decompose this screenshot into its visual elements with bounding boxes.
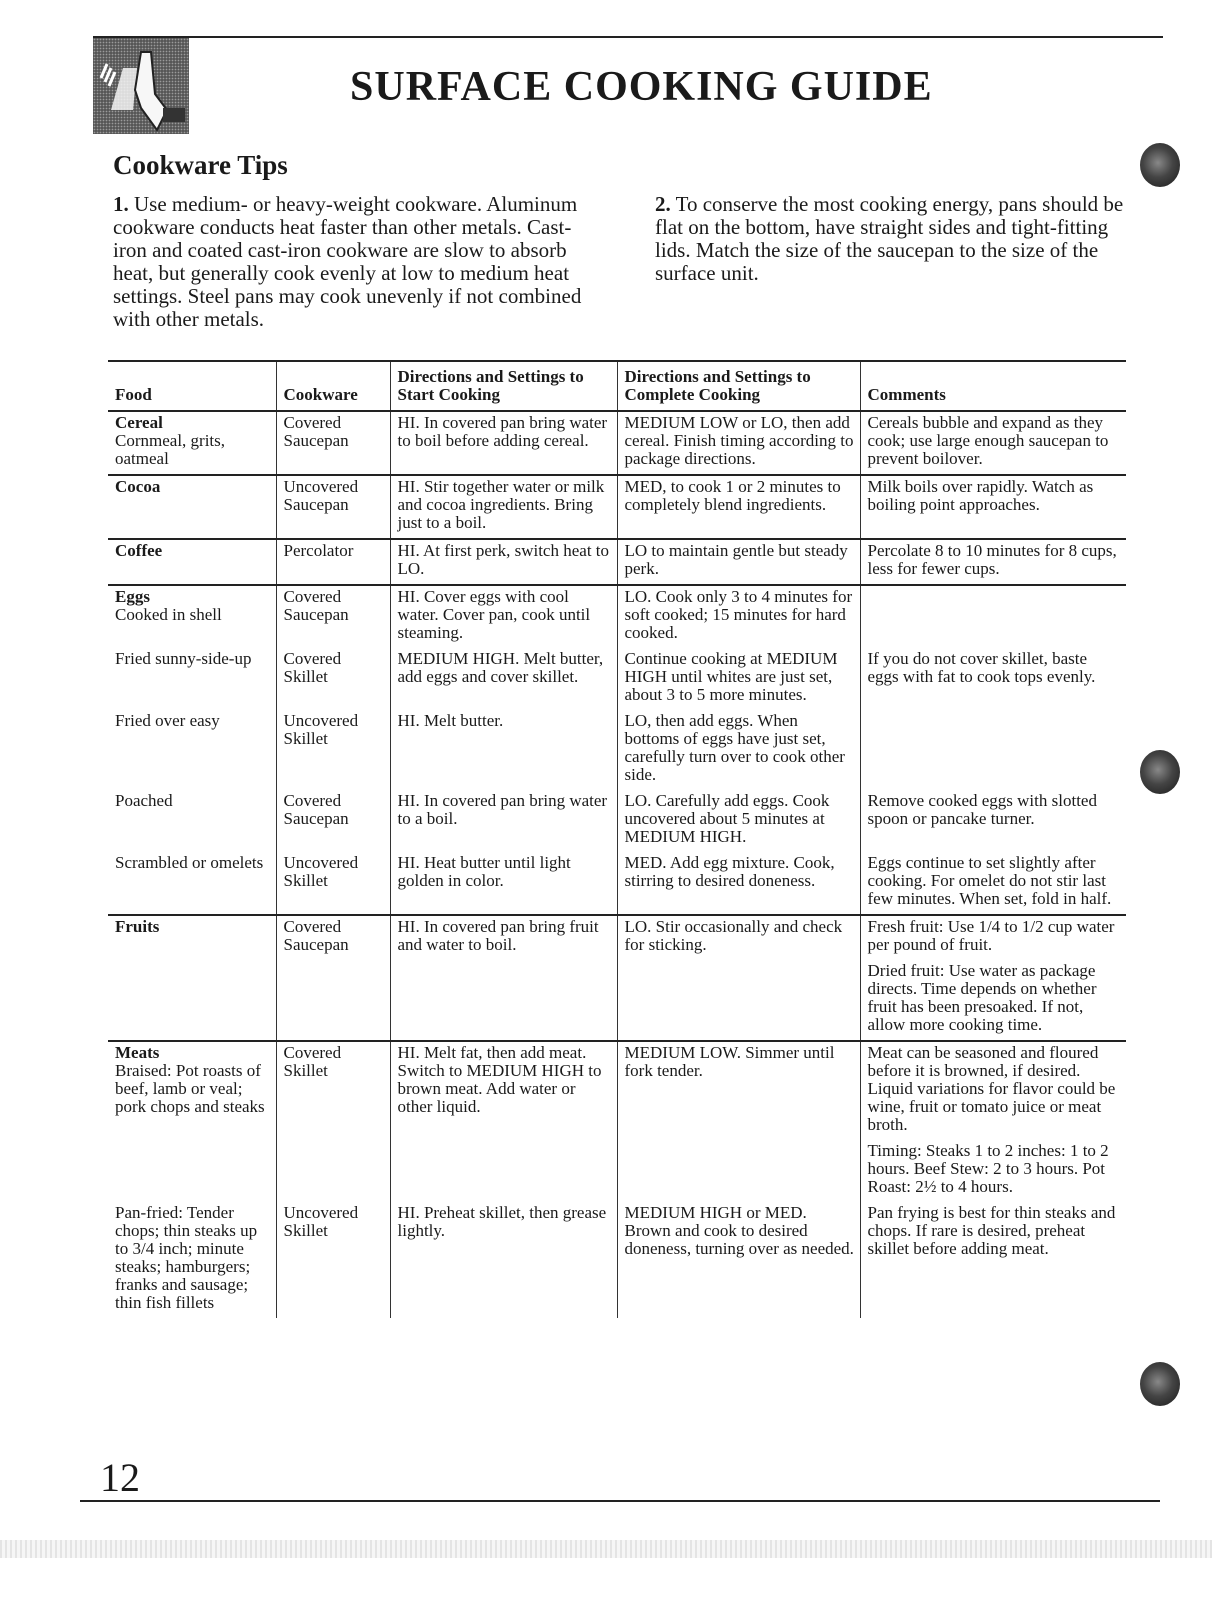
cookware-cell: Covered Skillet xyxy=(276,648,390,710)
table-header-row xyxy=(108,361,1126,411)
comments-cell: Percolate 8 to 10 minutes for 8 cups, less for fewer cups. xyxy=(860,539,1126,585)
comments-cell: Remove cooked eggs with slotted spoon or pancake turner. xyxy=(860,790,1126,852)
start-cell: MEDIUM HIGH. Melt butter, add eggs and cover skillet. xyxy=(390,648,617,710)
start-cell: HI. Heat butter until light golden in color. xyxy=(390,852,617,915)
scan-artifact-strip xyxy=(0,1540,1212,1558)
food-item: Pan-fried: Tender chops; thin steaks up to 3/4 inch; minute steaks; hamburgers; franks and sausage; thin fish fillets xyxy=(115,1203,258,1312)
complete-cell: LO, then add eggs. When bottoms of eggs have just set, carefully turn over to cook other side. xyxy=(617,710,860,790)
hand-on-burner-icon xyxy=(93,38,189,134)
food-cell xyxy=(108,585,276,648)
comments-cell: Eggs continue to set slightly after cooking. For omelet do not stir last few minutes. When set, fold in half. xyxy=(860,852,1126,915)
start-cell: HI. Cover eggs with cool water. Cover pan, cook until steaming. xyxy=(390,585,617,648)
complete-cell: LO to maintain gentle but steady perk. xyxy=(617,539,860,585)
comment-note: Dried fruit: Use water as package directs. Time depends on whether fruit has been presoaked. If not, allow more cooking time. xyxy=(867,961,1097,1034)
tip-text: To conserve the most cooking energy, pans should be flat on the bottom, have straight sides and tight-fitting lids. Match the size of the saucepan to the size of the surface unit. xyxy=(655,192,1124,285)
complete-cell: LO. Cook only 3 to 4 minutes for soft cooked; 15 minutes for hard cooked. xyxy=(617,585,860,648)
comments-cell: Milk boils over rapidly. Watch as boiling point approaches. xyxy=(860,475,1126,539)
cookware-cell: Covered Saucepan xyxy=(276,411,390,475)
start-cell: HI. Melt butter. xyxy=(390,710,617,790)
start-cell: HI. In covered pan bring fruit and water to boil. xyxy=(390,915,617,1041)
start-cell: HI. In covered pan bring water to boil before adding cereal. xyxy=(390,411,617,475)
column-header-comments: Comments xyxy=(860,361,1126,411)
cookware-cell: Uncovered Skillet xyxy=(276,710,390,790)
food-cell xyxy=(108,411,276,475)
complete-cell: MEDIUM HIGH or MED. Brown and cook to desired doneness, turning over as needed. xyxy=(617,1202,860,1318)
food-item: Fried over easy xyxy=(115,711,220,730)
cookware-cell: Covered Skillet xyxy=(276,1041,390,1202)
tip-number: 2. xyxy=(655,192,671,216)
bottom-rule xyxy=(80,1500,1160,1502)
start-cell: HI. Preheat skillet, then grease lightly. xyxy=(390,1202,617,1318)
table-row xyxy=(108,475,1126,539)
food-item: Fried sunny-side-up xyxy=(115,649,252,668)
start-cell: HI. In covered pan bring water to a boil. xyxy=(390,790,617,852)
food-category: Meats xyxy=(115,1043,160,1062)
table-row xyxy=(108,585,1126,648)
page-number: 12 xyxy=(100,1455,140,1500)
cookware-tip-1 xyxy=(113,193,593,331)
food-cell xyxy=(108,475,276,539)
food-item: Cornmeal, grits, oatmeal xyxy=(115,431,226,468)
binding-hole-icon xyxy=(1140,1362,1180,1406)
food-cell xyxy=(108,1041,276,1202)
column-header-cookware: Cookware xyxy=(276,361,390,411)
start-cell: HI. At first perk, switch heat to LO. xyxy=(390,539,617,585)
comment-note: Timing: Steaks 1 to 2 inches: 1 to 2 hours. Beef Stew: 2 to 3 hours. Pot Roast: 2½ to 4 hours. xyxy=(867,1141,1109,1196)
food-item: Scrambled or omelets xyxy=(108,852,276,915)
food-item: Cooked in shell xyxy=(115,605,222,624)
tip-text: Use medium- or heavy-weight cookware. Aluminum cookware conducts heat faster than other metals. Cast-iron and coated cast-iron cookware are slow to absorb heat, but generally cook evenly at low to medium heat settings. Steel pans may cook unevenly if not combined with other metals. xyxy=(113,192,582,331)
comments-cell: If you do not cover skillet, baste eggs with fat to cook tops evenly. xyxy=(860,648,1126,710)
comments-cell xyxy=(860,710,1126,790)
column-header-start: Directions and Settings to Start Cooking xyxy=(390,361,617,411)
table-row xyxy=(108,915,1126,1041)
comment-note: Fresh fruit: Use 1/4 to 1/2 cup water per pound of fruit. xyxy=(867,917,1115,954)
table-row xyxy=(108,1041,1126,1202)
food-category: Coffee xyxy=(115,541,163,560)
binding-hole-icon xyxy=(1140,143,1180,187)
comments-cell xyxy=(860,585,1126,648)
cookware-tip-2 xyxy=(655,193,1145,285)
table-row xyxy=(108,790,1126,852)
cookware-cell: Covered Saucepan xyxy=(276,585,390,648)
food-cell xyxy=(108,915,276,1041)
table-row xyxy=(108,411,1126,475)
table-row xyxy=(108,710,1126,790)
table-row xyxy=(108,648,1126,710)
complete-cell: MEDIUM LOW. Simmer until fork tender. xyxy=(617,1041,860,1202)
binding-hole-icon xyxy=(1140,750,1180,794)
column-header-food: Food xyxy=(108,361,276,411)
complete-cell: MEDIUM LOW or LO, then add cereal. Finish timing according to package directions. xyxy=(617,411,860,475)
complete-cell: MED. Add egg mixture. Cook, stirring to desired doneness. xyxy=(617,852,860,915)
cookware-cell: Uncovered Skillet xyxy=(276,852,390,915)
start-cell: HI. Melt fat, then add meat. Switch to MEDIUM HIGH to brown meat. Add water or other liquid. xyxy=(390,1041,617,1202)
column-header-complete: Directions and Settings to Complete Cooking xyxy=(617,361,860,411)
section-heading: Cookware Tips xyxy=(113,150,288,180)
cookware-cell: Covered Saucepan xyxy=(276,790,390,852)
comments-cell xyxy=(860,1041,1126,1202)
complete-cell: LO. Carefully add eggs. Cook uncovered about 5 minutes at MEDIUM HIGH. xyxy=(617,790,860,852)
food-category: Eggs xyxy=(115,587,150,606)
comment-note: Meat can be seasoned and floured before it is browned, if desired. Liquid variations for flavor could be wine, fruit or tomato juice or meat broth. xyxy=(867,1043,1116,1134)
comments-cell: Cereals bubble and expand as they cook; use large enough saucepan to prevent boilover. xyxy=(860,411,1126,475)
page-title: SURFACE COOKING GUIDE xyxy=(350,64,933,110)
food-category: Fruits xyxy=(115,917,160,936)
food-category: Cocoa xyxy=(115,477,161,496)
complete-cell: Continue cooking at MEDIUM HIGH until whites are just set, about 3 to 5 more minutes. xyxy=(617,648,860,710)
food-item: Braised: Pot roasts of beef, lamb or veal; pork chops and steaks xyxy=(115,1061,265,1116)
table-row xyxy=(108,539,1126,585)
cookware-cell: Uncovered Saucepan xyxy=(276,475,390,539)
complete-cell: LO. Stir occasionally and check for sticking. xyxy=(617,915,860,1041)
food-cell xyxy=(108,539,276,585)
table-row xyxy=(108,852,1126,915)
food-item: Poached xyxy=(115,791,173,810)
complete-cell: MED, to cook 1 or 2 minutes to completely blend ingredients. xyxy=(617,475,860,539)
cookware-cell: Uncovered Skillet xyxy=(276,1202,390,1318)
cookware-cell: Covered Saucepan xyxy=(276,915,390,1041)
table-row xyxy=(108,1202,1126,1318)
start-cell: HI. Stir together water or milk and cocoa ingredients. Bring just to a boil. xyxy=(390,475,617,539)
surface-cooking-table xyxy=(108,360,1126,1318)
comments-cell: Pan frying is best for thin steaks and chops. If rare is desired, preheat skillet before adding meat. xyxy=(860,1202,1126,1318)
cookware-cell: Percolator xyxy=(276,539,390,585)
comments-cell xyxy=(860,915,1126,1041)
food-category: Cereal xyxy=(115,413,163,432)
top-rule xyxy=(93,36,1163,38)
tip-number: 1. xyxy=(113,192,129,216)
